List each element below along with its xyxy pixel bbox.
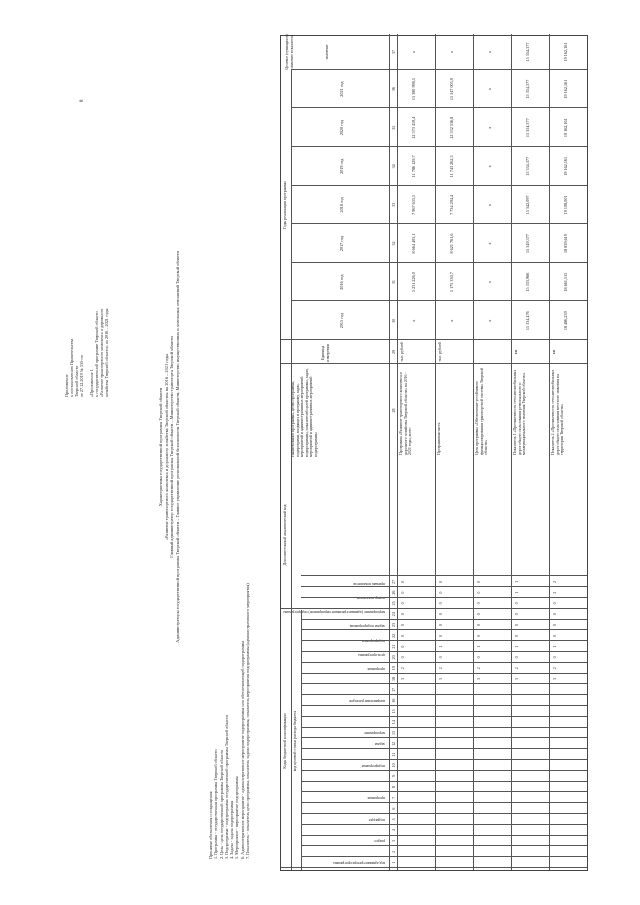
row-value: х xyxy=(487,319,492,322)
column-divider xyxy=(301,683,587,684)
row-value: 11 786 129,7 xyxy=(411,155,416,178)
row-divider xyxy=(435,34,436,870)
column-divider xyxy=(301,845,587,846)
code-digit: 0 xyxy=(400,613,405,616)
column-number: 24 xyxy=(391,612,396,617)
column-divider xyxy=(301,781,587,782)
row-unit: км xyxy=(552,349,556,355)
code-digit: 0 xyxy=(476,624,481,627)
column-number: 2 xyxy=(391,850,396,853)
row-value: 19 162,161 xyxy=(563,42,568,62)
code-digit: 0 xyxy=(438,580,443,583)
code-digit: 0 xyxy=(400,634,405,637)
budget-column-label: направление расходов xyxy=(349,699,385,703)
column-number: 4 xyxy=(391,829,396,832)
title-line-2: «Развитие транспортного комплекса и дорожного хозяйства Тверской области» на 2016 – 2021 годы xyxy=(163,353,169,541)
column-divider xyxy=(301,619,587,620)
column-number: 27 xyxy=(391,579,396,584)
year-label: 2016 год xyxy=(339,274,344,290)
column-divider xyxy=(301,705,587,706)
abbreviations-list xyxy=(208,583,250,859)
row-value: 8 664 403,1 xyxy=(411,233,416,254)
row-value: 12 573 419,4 xyxy=(411,116,416,139)
appendix-line: хозяйства Тверской области» на 2016 – 2021 годы xyxy=(104,308,109,397)
column-divider xyxy=(301,770,587,771)
code-digit: 0 xyxy=(438,602,443,605)
code-digit: 3 xyxy=(476,678,481,681)
column-divider xyxy=(301,759,587,760)
column-number: 21 xyxy=(391,644,396,649)
column-number: 34 xyxy=(391,164,396,169)
budget-column-label: подраздел xyxy=(368,817,385,822)
code-digit: 3 xyxy=(400,678,405,681)
code-digit: 0 xyxy=(552,634,557,637)
years-header: Годы реализации программы xyxy=(283,180,287,230)
budget-column-label: раздел xyxy=(374,839,385,844)
row-divider xyxy=(291,70,292,870)
year-label: 2020 год xyxy=(339,120,344,136)
code-digit: 2 xyxy=(552,580,557,583)
row-value: х xyxy=(487,203,492,206)
row-value: 15 349,377 xyxy=(525,234,530,253)
row-value: 15 380 998,5 xyxy=(411,78,416,101)
column-number: 32 xyxy=(391,241,396,246)
column-divider xyxy=(301,673,587,674)
appendix-line: от 27.12.2019 № 535-пп xyxy=(79,354,84,397)
column-number: 7 xyxy=(391,796,396,799)
year-label: 2017 год xyxy=(339,235,344,252)
column-divider xyxy=(291,69,587,70)
page-number: 8 xyxy=(80,99,85,102)
row-value: х xyxy=(487,88,492,91)
column-divider xyxy=(301,662,587,663)
row-divider xyxy=(473,34,474,870)
code-digit: 2 xyxy=(552,591,557,594)
analytic-column-label: задача подпрограммы xyxy=(349,624,385,629)
code-digit: 0 xyxy=(514,613,519,616)
column-number: 1 xyxy=(391,861,396,864)
budget-column-label: мероприятие xyxy=(364,731,385,736)
column-divider xyxy=(301,824,587,825)
row-value: 5 231 226,0 xyxy=(411,272,416,293)
appendix-line: к государственной программе Тверской области xyxy=(94,311,99,397)
column-number: 16 xyxy=(391,698,396,703)
column-number: 22 xyxy=(391,633,396,638)
code-digit: 3 xyxy=(514,678,519,681)
analytic-column-label: подпрограмма xyxy=(361,638,385,643)
column-divider xyxy=(301,835,587,836)
code-digit: 0 xyxy=(400,602,405,605)
column-number: 26 xyxy=(391,590,396,595)
row-value: 18 839,619 xyxy=(563,234,568,253)
row-value: 15 354,377 xyxy=(525,42,530,62)
column-divider xyxy=(301,629,587,630)
analytic-column-label: цель программы xyxy=(358,652,385,657)
row-name: Программная часть xyxy=(437,422,441,455)
row-value: х xyxy=(449,319,454,322)
row-value: 19 162,161 xyxy=(563,118,568,138)
column-number: 15 xyxy=(391,709,396,714)
abbreviation-line: Принятые обозначения и сокращения: xyxy=(208,790,213,859)
year-label: 2015 год xyxy=(339,313,344,329)
abbreviation-line: 6. Административное мероприятие - административное мероприятие подпрограммы или обеспечивающей подпрограммы xyxy=(239,640,245,859)
code-digit: 0 xyxy=(552,613,557,616)
title-line-1: Характеристика государственной программы Тверской области xyxy=(158,387,163,507)
row-value: х xyxy=(487,50,492,54)
column-divider xyxy=(281,339,587,340)
abbreviation-line: 7. Показатель - показатель цели программы, показатель задачи подпрограммы, показатель мероприятия подпрограммы (административного мероприятия) xyxy=(245,583,251,859)
code-digit: 0 xyxy=(438,613,443,616)
column-divider xyxy=(301,791,587,792)
code-digit: 0 xyxy=(400,624,405,627)
code-digit: 1 xyxy=(476,645,481,648)
row-value: 7 967 633,5 xyxy=(411,194,416,215)
code-digit: 1 xyxy=(552,645,557,648)
code-digit: 2 xyxy=(552,667,557,670)
budget-column-label: задача xyxy=(374,742,385,747)
title-line-4: Администраторы государственной программы Тверской области – Главное управление региональной безопасности Тверской области, Министерство имущественных и земельных отношений Тверской области xyxy=(174,251,180,643)
code-digit: 3 xyxy=(552,678,557,681)
column-number: 6 xyxy=(391,807,396,810)
analytic-column-label: номер показателя xyxy=(356,596,385,601)
code-digit: 2 xyxy=(400,667,405,670)
row-name: Показатель 1 «Протяженность сети автомобильных дорог общего пользования регионального и межмуниципального значения Тверской области» xyxy=(513,369,527,455)
code-digit: 0 xyxy=(400,591,405,594)
column-number: 20 xyxy=(391,655,396,660)
column-number: 33 xyxy=(391,202,396,207)
column-divider xyxy=(301,640,587,641)
column-divider xyxy=(301,694,587,695)
row-value: 19 162,161 xyxy=(563,156,568,176)
row-value: х xyxy=(411,50,416,54)
code-digit: 2 xyxy=(476,667,481,670)
row-value: х xyxy=(487,242,492,245)
column-number: 5 xyxy=(391,818,396,821)
column-number: 37 xyxy=(391,50,396,54)
row-value: 15 333,966 xyxy=(525,272,530,292)
analytic-column-label: мероприятие (административное мероприятие) подпрограммы xyxy=(283,610,385,615)
column-number: 25 xyxy=(391,601,396,606)
code-digit: 0 xyxy=(552,656,557,659)
column-number: 11 xyxy=(391,752,396,757)
appendix-line: Приложение xyxy=(64,374,69,397)
budget-column-label: программа xyxy=(367,796,385,801)
row-unit: тыс. рублей xyxy=(400,342,404,362)
code-digit: 0 xyxy=(400,580,405,583)
row-unit: км xyxy=(514,349,518,355)
row-unit: тыс. рублей xyxy=(438,342,442,362)
year-label: 2019 год xyxy=(339,158,344,174)
appendix-line: «Приложение 1 xyxy=(89,369,94,397)
title-line-3: Главный администратор государственной программы Тверской области – Министерство транспорта Тверской области xyxy=(169,336,175,558)
row-value: 7 734 294,4 xyxy=(449,194,454,215)
row-divider xyxy=(397,34,398,870)
row-divider xyxy=(511,34,512,870)
column-divider xyxy=(301,586,587,587)
characteristics-table xyxy=(280,35,588,871)
code-digit: 0 xyxy=(438,634,443,637)
abbreviation-line: 1. Программа - государственная программа Тверской области xyxy=(213,749,219,859)
code-digit: 0 xyxy=(476,656,481,659)
column-number: 8 xyxy=(391,786,396,789)
year-label: 2021 год xyxy=(339,81,344,97)
code-digit: 0 xyxy=(438,624,443,627)
column-number: 19 xyxy=(391,666,396,671)
code-digit: 0 xyxy=(514,624,519,627)
row-value: 15 354,377 xyxy=(525,118,530,138)
column-divider xyxy=(301,575,587,576)
code-digit: 2 xyxy=(514,667,519,670)
row-name: Цель программы «Обеспечение устойчивого функционирования транспортной системы Тверской области» xyxy=(475,367,489,455)
analytic-column-label: программа xyxy=(367,666,385,671)
code-digit: 0 xyxy=(438,656,443,659)
code-digit: 0 xyxy=(476,634,481,637)
column-divider xyxy=(301,748,587,749)
row-value: х xyxy=(487,126,492,129)
code-digit: 0 xyxy=(400,656,405,659)
budget-column-label: код администратора программы xyxy=(333,861,385,865)
code-digit: 1 xyxy=(514,591,519,594)
column-number: 35 xyxy=(391,125,396,130)
column-divider xyxy=(291,107,587,108)
column-number: 29 xyxy=(391,350,396,354)
row-value: 18 486,239 xyxy=(563,311,568,331)
row-value: 11 743 262,3 xyxy=(449,155,454,178)
code-digit: 0 xyxy=(400,645,405,648)
column-divider xyxy=(281,867,587,868)
row-value: 15 354,377 xyxy=(525,79,530,99)
code-digit: 0 xyxy=(476,591,481,594)
abbreviation-line: 3. Подпрограмма - подпрограмма государственной программы Тверской области xyxy=(223,714,229,859)
column-number: 28 xyxy=(391,408,396,413)
column-number: 9 xyxy=(391,775,396,778)
row-name: Программа «Развитие транспортного комплекса и дорожного хозяйства Тверской области» на 2016 - 2021 годы, всего xyxy=(399,372,413,455)
column-divider xyxy=(301,856,587,857)
name-column-header: Наименование программы, целей программы, подпрограмм, входящих в программу, задач, мероприятий и административных мероприятий подпрограммы, показателей целей программы, задач, мероприятий и административных мероприятий подпрограммы xyxy=(291,368,318,457)
column-divider xyxy=(301,651,587,652)
column-divider xyxy=(291,185,587,186)
budget-codes-header: Коды бюджетной классификации xyxy=(283,713,287,769)
appendix-block xyxy=(64,227,109,397)
row-value: 15 334,377 xyxy=(525,156,530,176)
unit-column-header: Единица измерения xyxy=(321,344,330,362)
row-divider xyxy=(389,34,390,870)
column-number: 14 xyxy=(391,720,396,725)
code-digit: 0 xyxy=(476,613,481,616)
column-divider xyxy=(291,146,587,147)
analytic-code-header: Дополнительный аналитический код xyxy=(283,504,287,566)
code-digit: 1 xyxy=(514,580,519,583)
appendix-line: «Развитие транспортного комплекса и дорожного xyxy=(99,308,104,397)
column-divider xyxy=(301,813,587,814)
code-digit: 0 xyxy=(514,656,519,659)
row-value: х xyxy=(449,50,454,54)
code-digit: 2 xyxy=(438,667,443,670)
row-value: 12 532 536,8 xyxy=(449,116,454,139)
column-number: 12 xyxy=(391,741,396,746)
column-divider xyxy=(281,608,587,609)
target-subheader: значение xyxy=(325,44,329,60)
row-value: 8 621 761,6 xyxy=(449,233,454,254)
row-divider xyxy=(301,610,302,870)
column-divider xyxy=(301,727,587,728)
column-number: 36 xyxy=(391,87,396,92)
code-digit: 1 xyxy=(438,645,443,648)
row-divider xyxy=(549,34,550,870)
code-digit: 0 xyxy=(476,580,481,583)
row-value: х xyxy=(411,319,416,322)
row-value: х xyxy=(487,165,492,168)
budget-subheader: код целевой статьи расхода бюджета xyxy=(293,710,297,772)
code-digit: 0 xyxy=(514,602,519,605)
column-divider xyxy=(281,363,587,364)
row-value: 18 661,515 xyxy=(563,272,568,292)
row-name: Показатель 2 «Протяженность сети автомобильных дорог общего пользования местного значения на территории Тверской области» xyxy=(551,369,565,455)
code-digit: 1 xyxy=(514,645,519,648)
row-value: 15 342,097 xyxy=(525,195,530,215)
code-digit: 0 xyxy=(552,602,557,605)
column-divider xyxy=(301,716,587,717)
analytic-column-label: признак показателя xyxy=(353,582,385,587)
code-digit: 0 xyxy=(438,591,443,594)
column-divider xyxy=(301,802,587,803)
column-number: 31 xyxy=(391,280,396,285)
year-label: 2018 год xyxy=(339,197,344,213)
abbreviation-line: 5. Мероприятие - мероприятие подпрограммы xyxy=(234,776,240,859)
row-value: 19 162,161 xyxy=(563,79,568,99)
column-divider xyxy=(291,300,587,301)
budget-column-label: подпрограмма xyxy=(361,763,385,768)
abbreviation-line: 2. Цель - цель государственной программы Тверской области xyxy=(218,749,224,859)
code-digit: 3 xyxy=(438,678,443,681)
column-number: 10 xyxy=(391,763,396,768)
column-number: 23 xyxy=(391,623,396,628)
column-number: 3 xyxy=(391,840,396,843)
code-digit: 0 xyxy=(514,634,519,637)
column-number: 30 xyxy=(391,318,396,323)
row-value: 15 334,476 xyxy=(525,311,530,331)
rotated-page xyxy=(40,27,600,877)
appendix-line: к постановлению Правительства xyxy=(69,338,74,397)
column-divider xyxy=(291,223,587,224)
abbreviation-line: 4. Задача - задача подпрограммы xyxy=(229,800,235,859)
column-number: 17 xyxy=(391,687,396,692)
column-number: 13 xyxy=(391,731,396,736)
column-divider xyxy=(291,262,587,263)
target-header: Целевое (суммарное) значение показателя xyxy=(285,34,294,70)
row-value: 15 347 005,9 xyxy=(449,78,454,101)
row-value: 5 175 330,7 xyxy=(449,272,454,293)
row-value: х xyxy=(487,281,492,284)
column-divider xyxy=(301,737,587,738)
code-digit: 0 xyxy=(552,624,557,627)
column-number: 18 xyxy=(391,677,396,682)
code-digit: 0 xyxy=(476,602,481,605)
row-value: 19 108,001 xyxy=(563,195,568,215)
appendix-line: Тверской области xyxy=(74,365,79,397)
document-titles xyxy=(158,37,180,857)
